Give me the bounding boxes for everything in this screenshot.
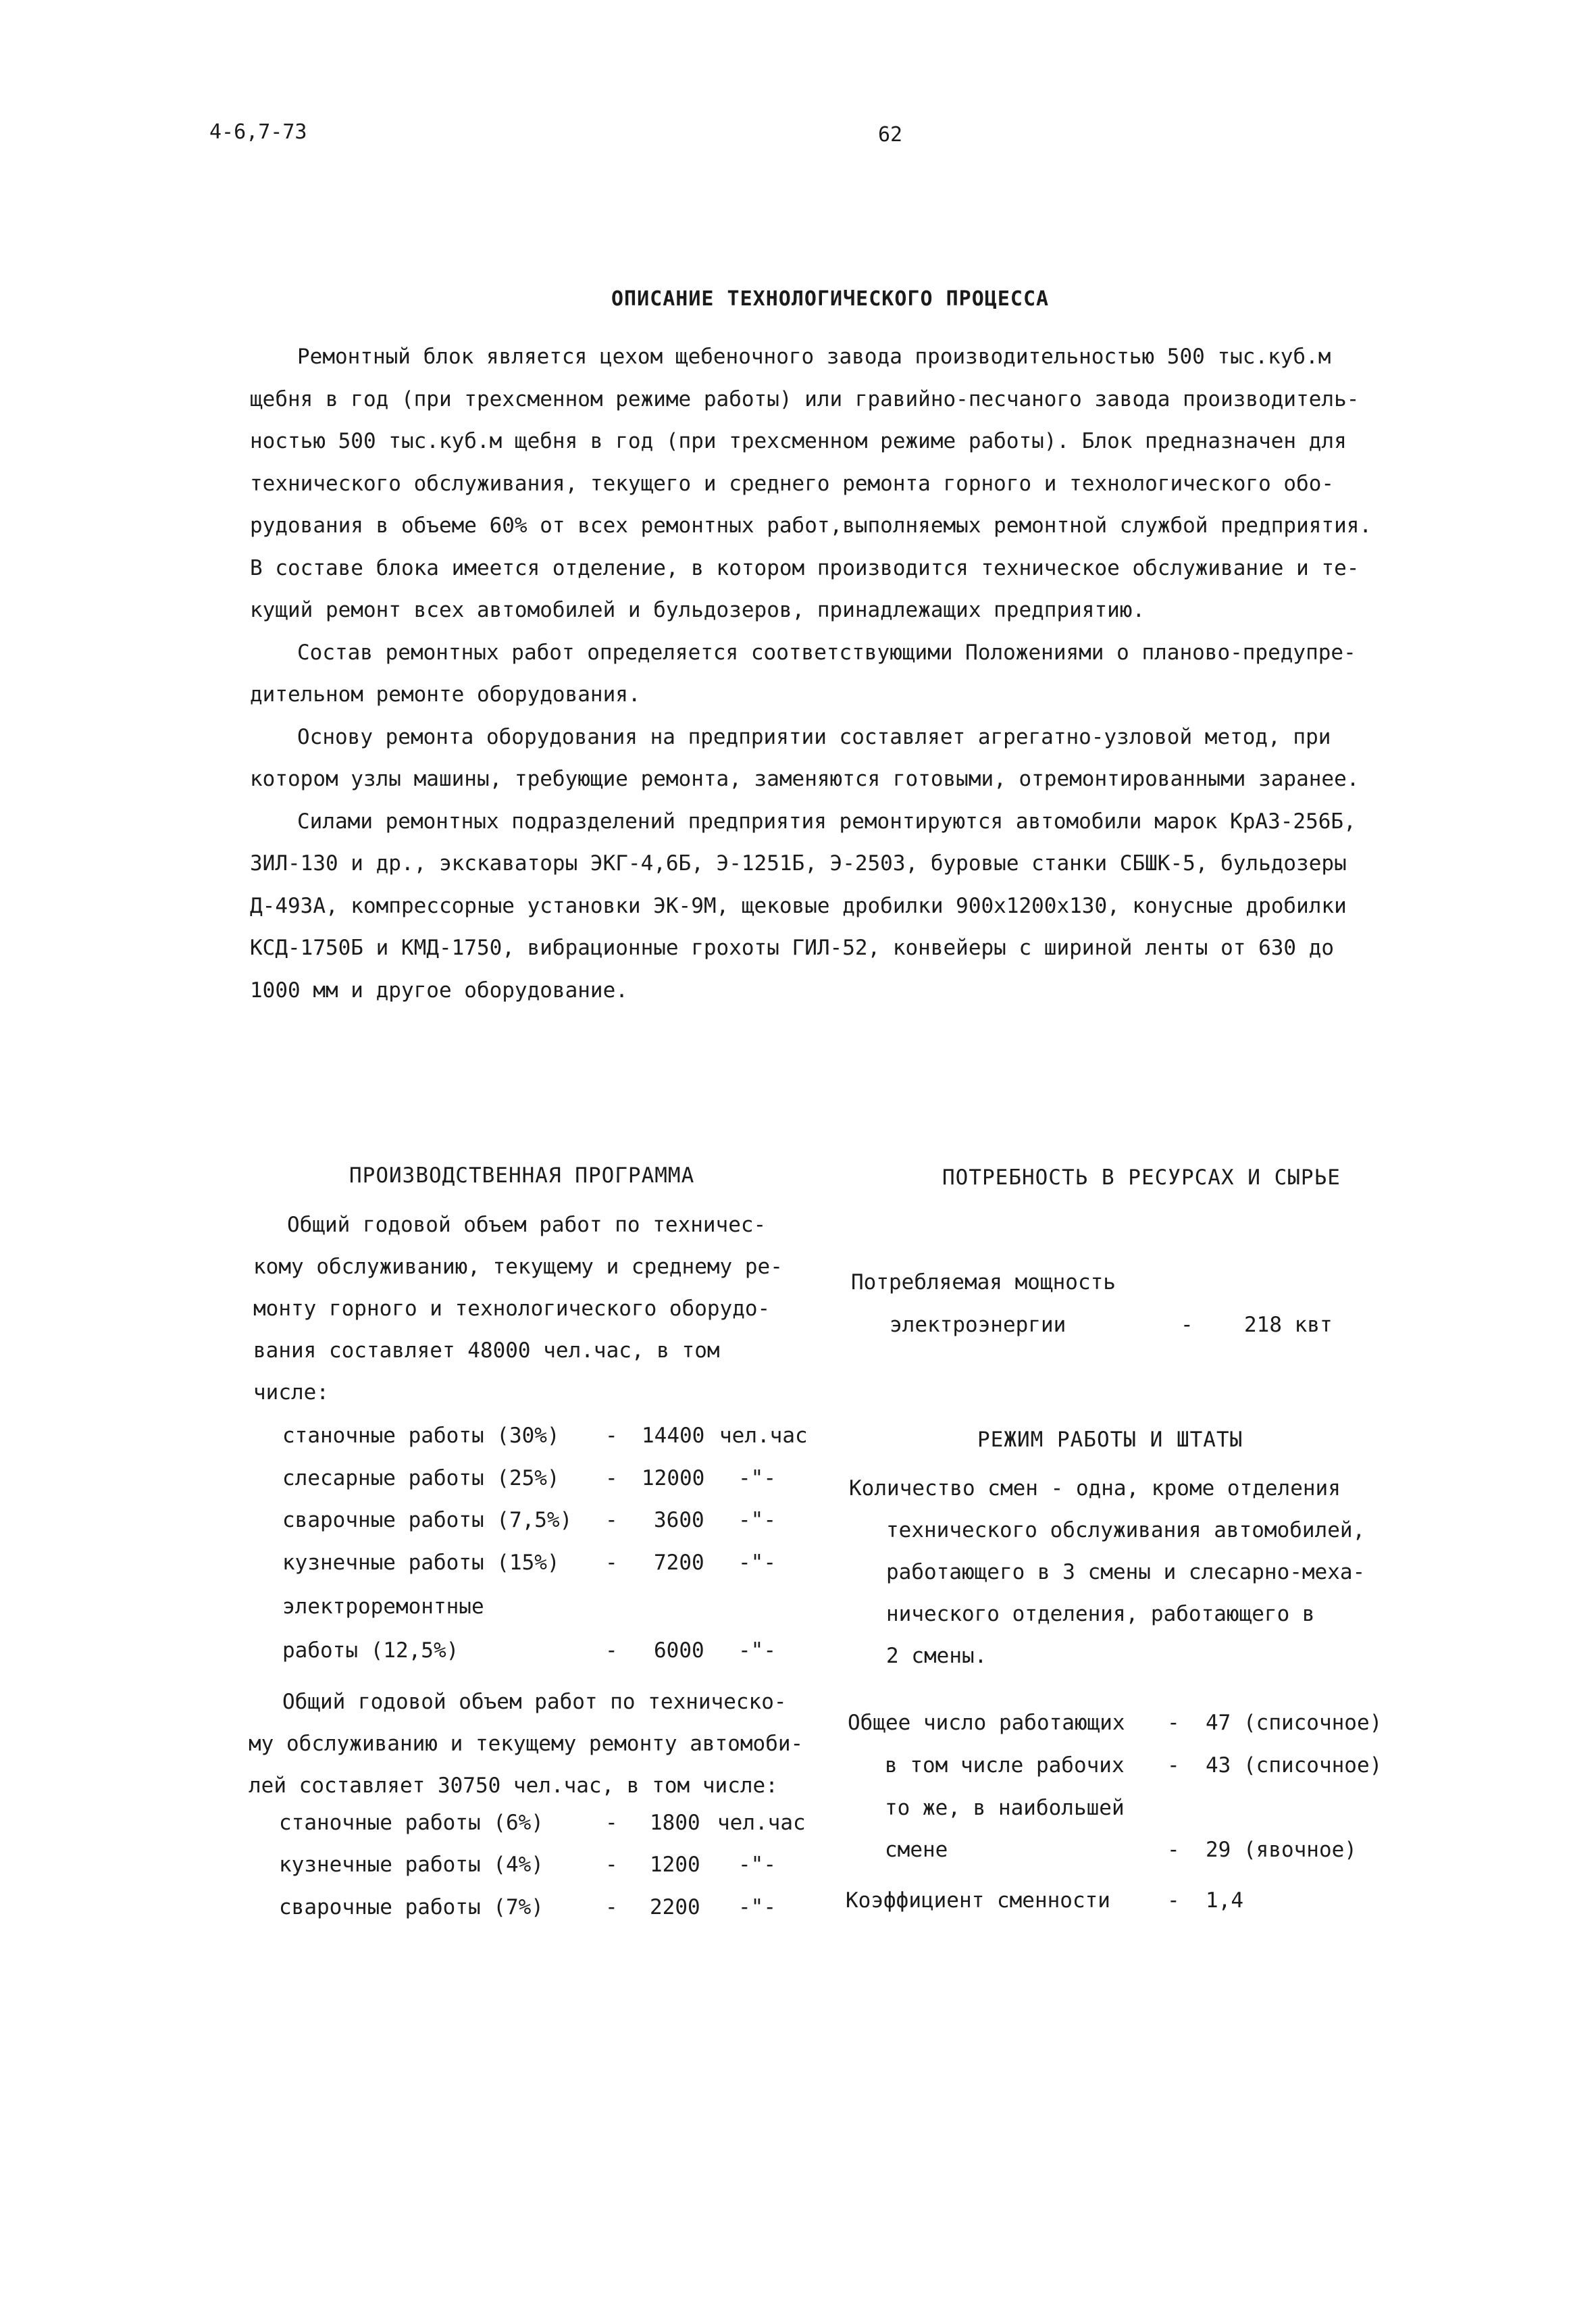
page-number: 62 xyxy=(878,123,903,147)
work-item-value: 12000 xyxy=(642,1466,705,1490)
description-line: Состав ремонтных работ определяется соответствующими Положениями о планово-предупре- xyxy=(297,640,1356,665)
work-item-value: 14400 xyxy=(642,1424,705,1448)
section-title: ОПИСАНИЕ ТЕХНОЛОГИЧЕСКОГО ПРОЦЕССА xyxy=(611,287,1050,311)
work-item-name: сварочные работы (7%) xyxy=(279,1895,544,1919)
production-program-title: ПРОИЗВОДСТВЕННАЯ ПРОГРАММА xyxy=(349,1163,695,1188)
shifts-line: Количество смен - одна, кроме отделения xyxy=(849,1476,1341,1501)
work-item-name: сварочные работы (7,5%) xyxy=(282,1508,573,1532)
staff-row-label: в том числе рабочих xyxy=(885,1753,1125,1778)
power-value: 218 квт xyxy=(1244,1313,1333,1337)
work-item-dash: - xyxy=(605,1466,618,1490)
shifts-line: 2 смены. xyxy=(886,1644,987,1668)
description-line: Ремонтный блок является цехом щебеночного завода производительностью 500 тыс.куб.м xyxy=(297,345,1331,369)
intro-line: монту горного и технологического оборудо- xyxy=(253,1297,771,1321)
intro-line: вания составляет 48000 чел.час, в том xyxy=(253,1338,720,1363)
staff-row-label: смене xyxy=(885,1838,948,1862)
power-label: электроэнергии xyxy=(890,1313,1066,1337)
intro-line: кому обслуживанию, текущему и среднему ре- xyxy=(253,1255,783,1279)
shifts-line: работающего в 3 смены и слесарно-меха- xyxy=(886,1560,1366,1584)
description-line: Основу ремонта оборудования на предприятии составляет агрегатно-узловой метод, при xyxy=(297,724,1331,749)
description-line: КСД-1750Б и КМД-1750, вибрационные грохоты ГИЛ-52, конвейеры с шириной ленты от 630 до xyxy=(250,936,1335,960)
staff-row-value: 47 (списочное) xyxy=(1206,1711,1383,1735)
description-line: щебня в год (при трехсменном режиме работы) или гравийно-песчаного завода производитель- xyxy=(250,386,1360,411)
work-item-value: 1800 xyxy=(650,1811,700,1835)
shifts-line: технического обслуживания автомобилей, xyxy=(886,1518,1366,1542)
staff-row-dash: - xyxy=(1167,1888,1180,1913)
staff-row-dash: - xyxy=(1167,1838,1180,1862)
work-item-name: станочные работы (30%) xyxy=(282,1424,560,1448)
work-item-dash: - xyxy=(605,1895,618,1919)
document-code: 4-6,7-73 xyxy=(209,120,307,144)
work-item-value: 6000 xyxy=(654,1638,704,1663)
staff-row-label: то же, в наибольшей xyxy=(885,1796,1125,1820)
description-line: Силами ремонтных подразделений предприятия ремонтируются автомобили марок КрАЗ-256Б, xyxy=(297,809,1356,834)
intro-line: Общий годовой объем работ по техническо- xyxy=(282,1690,787,1714)
staff-row-dash: - xyxy=(1167,1711,1180,1735)
work-item-dash: - xyxy=(605,1424,618,1448)
production-intro-2 xyxy=(249,1681,803,1807)
shifts-line: нического отделения, работающего в xyxy=(886,1602,1315,1626)
staff-row-dash: - xyxy=(1167,1753,1180,1778)
description-line: рудования в объеме 60% от всех ремонтных работ,выполняемых ремонтной службой предприятия. xyxy=(250,513,1372,538)
staff-row-label: Общее число работающих xyxy=(848,1711,1125,1735)
work-item-name: работы (12,5%) xyxy=(282,1638,459,1663)
staff-row-value: 1,4 xyxy=(1206,1888,1243,1913)
work-item-unit: -"- xyxy=(738,1853,776,1877)
staff-row-label: Коэффициент сменности xyxy=(846,1888,1110,1913)
power-dash: - xyxy=(1181,1313,1193,1337)
description-line: кущий ремонт всех автомобилей и бульдозеров, принадлежащих предприятию. xyxy=(250,598,1145,622)
intro-line: му обслуживанию и текущему ремонту автомоби- xyxy=(249,1732,804,1756)
description-line: котором узлы машины, требующие ремонта, заменяются готовыми, отремонтированными заранее. xyxy=(250,767,1360,791)
production-intro xyxy=(253,1204,783,1413)
staff-row-value: 29 (явочное) xyxy=(1206,1838,1357,1862)
work-item-unit: -"- xyxy=(738,1895,776,1919)
staff-title: РЕЖИМ РАБОТЫ И ШТАТЫ xyxy=(977,1428,1243,1452)
work-item-dash: - xyxy=(605,1638,618,1663)
description-line: дительном ремонте оборудования. xyxy=(250,682,641,707)
description-line: 1000 мм и другое оборудование. xyxy=(250,978,628,1003)
description-line: Д-493А, компрессорные установки ЭК-9М, щековые дробилки 900x1200x130, конусные дробилки xyxy=(250,893,1347,918)
shifts-text xyxy=(849,1467,1365,1677)
description-line: В составе блока имеется отделение, в котором производится техническое обслуживание и те- xyxy=(250,555,1360,580)
work-item-name: станочные работы (6%) xyxy=(279,1811,544,1835)
work-item-name: кузнечные работы (4%) xyxy=(279,1853,544,1877)
work-item-dash: - xyxy=(605,1508,618,1532)
work-item-name: слесарные работы (25%) xyxy=(282,1466,560,1490)
work-item-dash: - xyxy=(605,1551,618,1575)
work-item-value: 2200 xyxy=(650,1895,700,1919)
work-item-unit: -"- xyxy=(738,1551,776,1575)
work-item-unit: -"- xyxy=(738,1508,776,1532)
resources-title: ПОТРЕБНОСТЬ В РЕСУРСАХ И СЫРЬЕ xyxy=(942,1165,1341,1190)
power-label: Потребляемая мощность xyxy=(851,1270,1116,1294)
process-description xyxy=(250,336,1372,1011)
description-line: технического обслуживания, текущего и среднего ремонта горного и технологического обо- xyxy=(250,471,1335,496)
staff-row-value: 43 (списочное) xyxy=(1206,1753,1383,1778)
work-item-value: 1200 xyxy=(650,1853,700,1877)
work-item-dash: - xyxy=(605,1811,618,1835)
work-item-unit: чел.час xyxy=(717,1811,806,1835)
work-item-name: кузнечные работы (15%) xyxy=(282,1551,560,1575)
intro-line: числе: xyxy=(253,1380,329,1405)
intro-line: Общий годовой объем работ по техничес- xyxy=(287,1213,767,1237)
description-line: ностью 500 тыс.куб.м щебня в год (при трехсменном режиме работы). Блок предназначен для xyxy=(250,429,1347,453)
work-item-dash: - xyxy=(605,1853,618,1877)
work-item-name: электроремонтные xyxy=(282,1594,484,1619)
work-item-value: 7200 xyxy=(654,1551,704,1575)
work-item-value: 3600 xyxy=(654,1508,704,1532)
work-item-unit: чел.час xyxy=(719,1424,808,1448)
work-item-unit: -"- xyxy=(738,1466,776,1490)
work-item-unit: -"- xyxy=(738,1638,776,1663)
description-line: ЗИЛ-130 и др., экскаваторы ЭКГ-4,6Б, Э-1251Б, Э-2503, буровые станки СБШК-5, бульдозеры xyxy=(250,851,1347,876)
intro-line: лей составляет 30750 чел.час, в том числе: xyxy=(249,1774,778,1798)
